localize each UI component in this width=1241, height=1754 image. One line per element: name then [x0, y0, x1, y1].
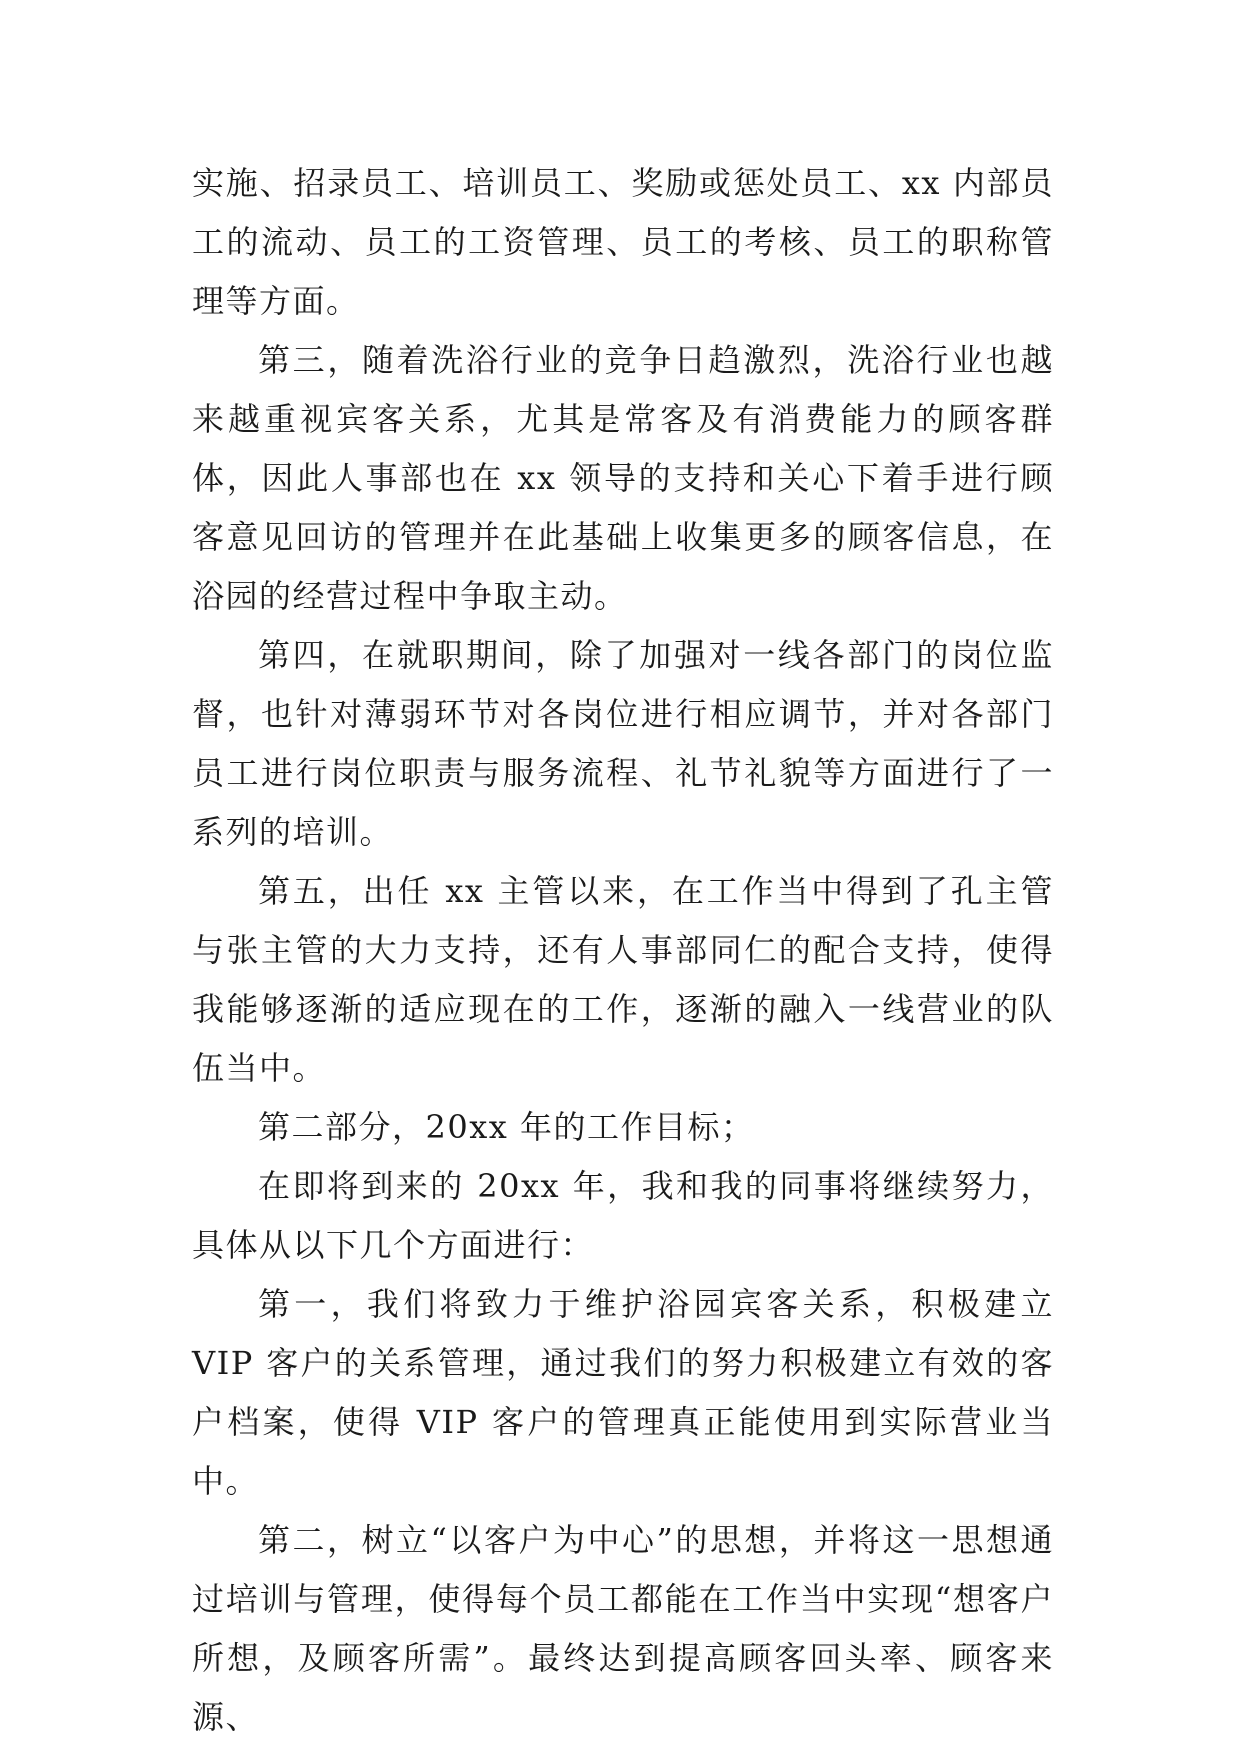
paragraph-intro-goals: 在即将到来的 20xx 年，我和我的同事将继续努力，具体从以下几个方面进行：	[192, 1167, 1054, 1264]
paragraph-fifth-point: 第五，出任 xx 主管以来，在工作当中得到了孔主管与张主管的大力支持，还有人事部同仁的配合支持，使得我能够逐渐的适应现在的工作，逐渐的融入一线营业的队伍当中。	[192, 872, 1054, 1087]
paragraph-goal-two: 第二，树立“以客户为中心”的思想，并将这一思想通过培训与管理，使得每个员工都能在工作当中实现“想客户所想，及顾客所需”。最终达到提高顾客回头率、顾客来源、	[192, 1521, 1054, 1736]
section-heading-part-two: 第二部分，20xx 年的工作目标；	[258, 1108, 755, 1146]
paragraph-third-point: 第三，随着洗浴行业的竞争日趋激烈，洗浴行业也越来越重视宾客关系，尤其是常客及有消费能力的顾客群体，因此人事部也在 xx 领导的支持和关心下着手进行顾客意见回访的管理并在此基础上收集更多的顾客信息，在浴园的经营过程中争取主动。	[192, 341, 1054, 615]
paragraph-goal-one: 第一，我们将致力于维护浴园宾客关系，积极建立 VIP 客户的关系管理，通过我们的努力积极建立有效的客户档案，使得 VIP 客户的管理真正能使用到实际营业当中。	[192, 1285, 1054, 1500]
paragraph-continuation: 实施、招录员工、培训员工、奖励或惩处员工、xx 内部员工的流动、员工的工资管理、员工的考核、员工的职称管理等方面。	[192, 164, 1054, 320]
paragraph-fourth-point: 第四，在就职期间，除了加强对一线各部门的岗位监督，也针对薄弱环节对各岗位进行相应调节，并对各部门员工进行岗位职责与服务流程、礼节礼貌等方面进行了一系列的培训。	[192, 636, 1054, 851]
document-body	[192, 154, 1054, 1747]
